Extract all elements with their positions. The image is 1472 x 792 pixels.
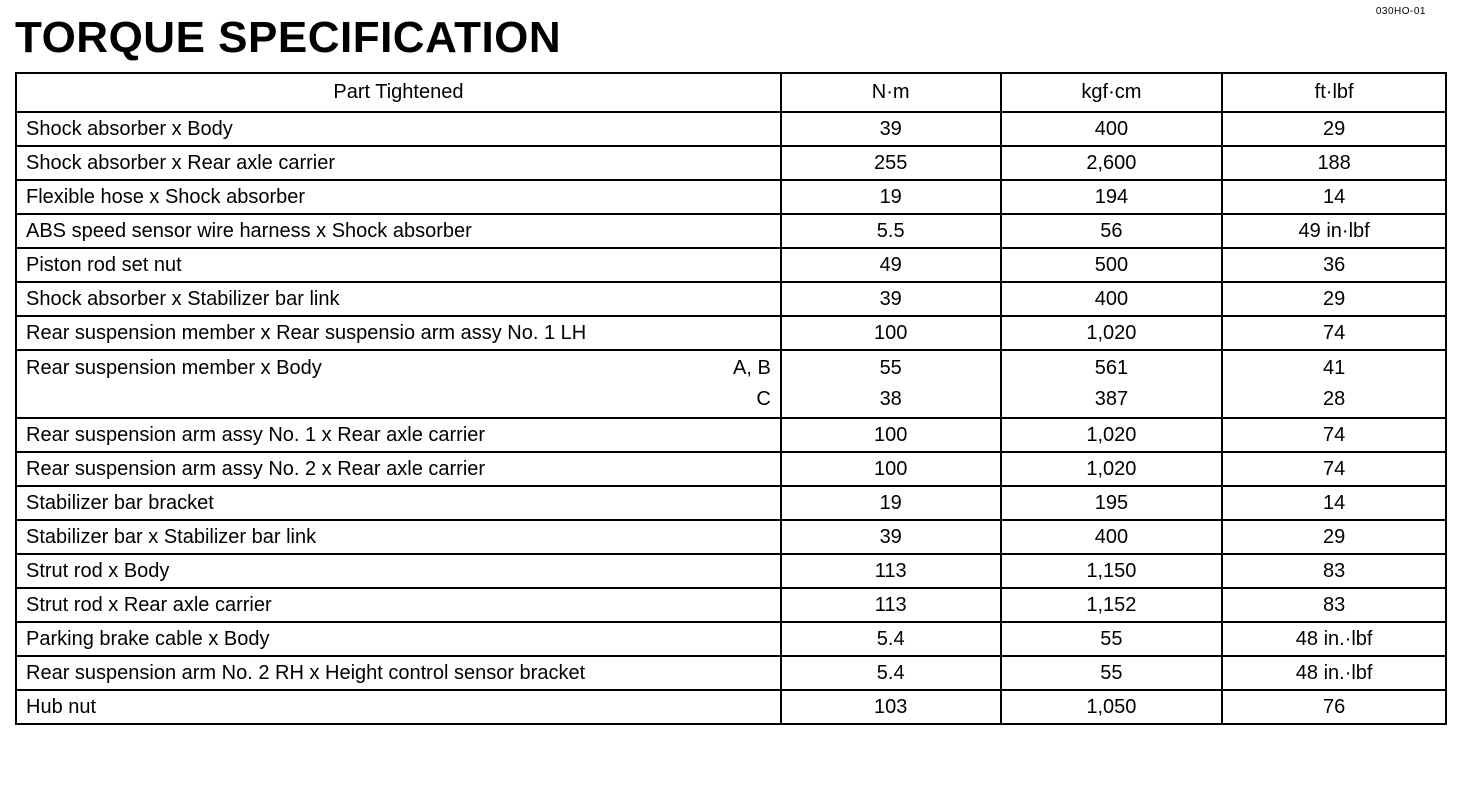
cell-part: Stabilizer bar bracket (16, 486, 781, 520)
cell-ft: 74 (1222, 418, 1446, 452)
cell-kgf: 56 (1001, 214, 1223, 248)
cell-part: Piston rod set nut (16, 248, 781, 282)
document-code: 030HO-01 (1375, 6, 1426, 17)
table-row (16, 656, 1446, 690)
cell-nm: 100 (781, 316, 1001, 350)
cell-nm: 5.4 (781, 656, 1001, 690)
cell-ft: 74 (1222, 452, 1446, 486)
table-row (16, 588, 1446, 622)
cell-kgf: 500 (1001, 248, 1223, 282)
cell-ft: 74 (1222, 316, 1446, 350)
table-row (16, 146, 1446, 180)
cell-kgf: 400 (1001, 520, 1223, 554)
header-nm: N·m (781, 73, 1001, 112)
value-kgf-c: 387 (1094, 388, 1129, 410)
cell-ft: 48 in.·lbf (1222, 622, 1446, 656)
cell-nm: 100 (781, 452, 1001, 486)
cell-nm: 103 (781, 690, 1001, 724)
cell-part: Strut rod x Body (16, 554, 781, 588)
header-row (16, 73, 1446, 112)
cell-kgf: 400 (1001, 112, 1223, 146)
torque-table (15, 72, 1447, 725)
cell-ft: 29 (1222, 282, 1446, 316)
cell-ft: 83 (1222, 554, 1446, 588)
cell-nm: 39 (781, 282, 1001, 316)
cell-nm: 49 (781, 248, 1001, 282)
value-nm-a: 55 (879, 357, 902, 379)
table-row-multi (16, 350, 1446, 418)
cell-kgf: 55 (1001, 656, 1223, 690)
cell-part: Hub nut (16, 690, 781, 724)
cell-part: Parking brake cable x Body (16, 622, 781, 656)
cell-kgf: 1,150 (1001, 554, 1223, 588)
cell-part: Rear suspension arm No. 2 RH x Height control sensor bracket (16, 656, 781, 690)
value-ft-a: 41 (1323, 357, 1346, 379)
cell-kgf: 1,020 (1001, 316, 1223, 350)
value-kgf-a: 561 (1094, 357, 1129, 379)
table-row (16, 180, 1446, 214)
cell-kgf: 1,020 (1001, 418, 1223, 452)
cell-kgf: 2,600 (1001, 146, 1223, 180)
cell-part: ABS speed sensor wire harness x Shock absorber (16, 214, 781, 248)
cell-ft: 188 (1222, 146, 1446, 180)
cell-ft: 83 (1222, 588, 1446, 622)
cell-kgf: 1,020 (1001, 452, 1223, 486)
header-part: Part Tightened (16, 73, 781, 112)
cell-part (16, 350, 781, 418)
cell-part-label: Rear suspension member x Body (26, 357, 322, 379)
table-row (16, 486, 1446, 520)
cell-part: Flexible hose x Shock absorber (16, 180, 781, 214)
table-row (16, 520, 1446, 554)
cell-kgf: 400 (1001, 282, 1223, 316)
header-kgf: kgf·cm (1001, 73, 1223, 112)
cell-ft: 48 in.·lbf (1222, 656, 1446, 690)
cell-nm: 39 (781, 520, 1001, 554)
header-ft: ft·lbf (1222, 73, 1446, 112)
cell-ft: 49 in·lbf (1222, 214, 1446, 248)
cell-kgf: 1,152 (1001, 588, 1223, 622)
cell-ft: 76 (1222, 690, 1446, 724)
value-ft-c: 28 (1323, 388, 1346, 410)
cell-ft: 14 (1222, 486, 1446, 520)
cell-kgf: 1,050 (1001, 690, 1223, 724)
sub-labels (733, 353, 771, 415)
table-row (16, 690, 1446, 724)
table-row (16, 418, 1446, 452)
cell-nm: 100 (781, 418, 1001, 452)
cell-nm: 255 (781, 146, 1001, 180)
cell-kgf (1001, 350, 1223, 418)
cell-kgf: 194 (1001, 180, 1223, 214)
table-row (16, 622, 1446, 656)
cell-part: Shock absorber x Body (16, 112, 781, 146)
cell-ft: 14 (1222, 180, 1446, 214)
cell-part: Rear suspension arm assy No. 2 x Rear axle carrier (16, 452, 781, 486)
sub-label-c: C (756, 388, 771, 410)
cell-nm: 5.5 (781, 214, 1001, 248)
table-row (16, 554, 1446, 588)
cell-ft (1222, 350, 1446, 418)
cell-nm: 19 (781, 486, 1001, 520)
cell-nm: 5.4 (781, 622, 1001, 656)
cell-nm (781, 350, 1001, 418)
cell-nm: 19 (781, 180, 1001, 214)
cell-part: Rear suspension member x Rear suspensio arm assy No. 1 LH (16, 316, 781, 350)
cell-part: Shock absorber x Rear axle carrier (16, 146, 781, 180)
cell-nm: 39 (781, 112, 1001, 146)
cell-part: Shock absorber x Stabilizer bar link (16, 282, 781, 316)
table-row (16, 316, 1446, 350)
table-row (16, 282, 1446, 316)
cell-part: Stabilizer bar x Stabilizer bar link (16, 520, 781, 554)
cell-nm: 113 (781, 588, 1001, 622)
table-row (16, 112, 1446, 146)
cell-kgf: 55 (1001, 622, 1223, 656)
cell-ft: 29 (1222, 520, 1446, 554)
page-title: TORQUE SPECIFICATION (15, 13, 562, 62)
cell-ft: 29 (1222, 112, 1446, 146)
sub-label-a: A, B (733, 357, 771, 379)
table-row (16, 248, 1446, 282)
cell-part: Rear suspension arm assy No. 1 x Rear axle carrier (16, 418, 781, 452)
cell-part: Strut rod x Rear axle carrier (16, 588, 781, 622)
cell-nm: 113 (781, 554, 1001, 588)
table-row (16, 452, 1446, 486)
value-nm-c: 38 (879, 388, 902, 410)
table-row (16, 214, 1446, 248)
cell-ft: 36 (1222, 248, 1446, 282)
cell-kgf: 195 (1001, 486, 1223, 520)
